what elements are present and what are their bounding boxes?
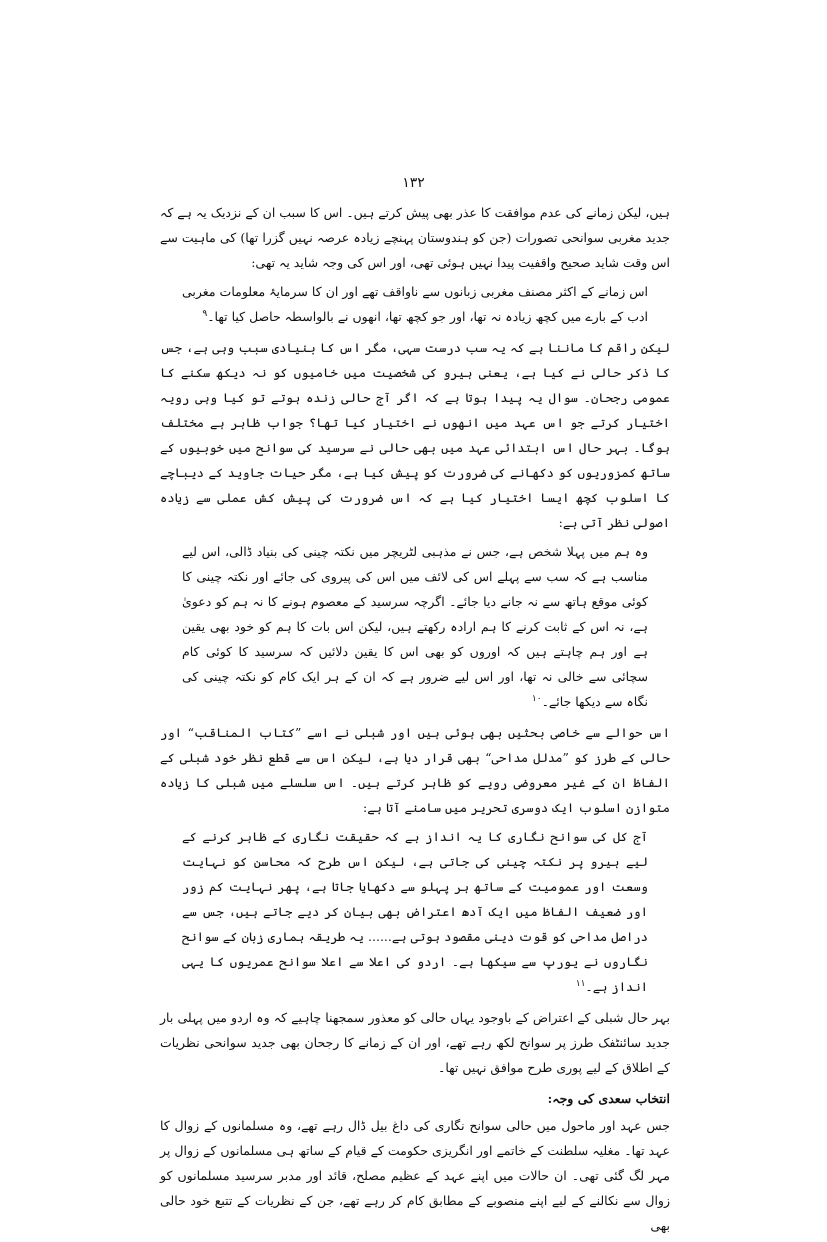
footnote-marker: ۹: [202, 308, 208, 319]
paragraph: [160, 1113, 670, 1238]
page-number: ۱۳۲: [402, 175, 425, 191]
quote-text: اس زمانے کے اکثر مصنف مغربی زبانوں سے ناواقف تھے اور ان کا سرمایۂ معلومات مغربی ادب کے بارے میں کچھ زیادہ نہ تھا، اور جو کچھ تھا، انھوں نے بالواسطہ حاصل کیا تھا۔: [182, 284, 648, 324]
block-quote: [182, 824, 648, 999]
para-text: بہر حال شبلی کے اعتراض کے باوجود یہاں حالی کو معذور سمجھنا چاہیے کہ وہ اردو میں پہلی بار جدید سائنٹفک طرز پر سوانح لکھ رہے تھے، اور ان کے زمانے کا رجحان بھی جدید سوانحی نظریات کے اطلاق کے لیے پوری طرح موافق نہیں تھا۔: [160, 1010, 670, 1075]
footnote-marker: ۱۰: [531, 693, 542, 704]
para-text: لیکن راقم کا ماننا ہے کہ یہ سب درست سہی، مگر اس کا بنیادی سبب وہی ہے، جس کا ذکر حالی نے کیا ہے، یعنی ہیرو کی شخصیت میں خامیوں کو نہ دیکھ سکنے کا عمومی رجحان۔ سوال یہ پیدا ہوتا ہے کہ اگر آج حالی زندہ ہوتے تو کیا وہی رویہ اختیار کرتے جو اس عہد میں انھوں نے اختیار کیا تھا؟ جواب ظاہر ہے مختلف ہوگا۔ بہر حال اس ابتدائی عہد میں بھی حالی نے سرسید کی سوانح میں خوبیوں کے ساتھ کمزوریوں کو دکھانے کی ضرورت کو پیش کیا ہے، مگر حیات جاوید کے دیباچے کا اسلوب کچھ ایسا اختیار کیا ہے کہ اس ضرورت کی پیش کش عملی سے زیادہ اصولی نظر آتی ہے:: [160, 340, 670, 530]
paragraph: [160, 720, 670, 820]
block-quote: [182, 539, 648, 714]
quote-text: آج کل کی سوانح نگاری کا یہ انداز ہے کہ حقیقت نگاری کے ظاہر کرنے کے لیے ہیرو پر نکتہ چینی کی جاتی ہے، لیکن اس طرح کہ محاسن کو نہایت وسعت اور عمومیت کے ساتھ ہر پہلو سے دکھایا جاتا ہے، پھر نہایت کم زور اور ضعیف الفاظ میں ایک آدھ اعتراض بھی بیان کر دیے جاتے ہیں، جس سے دراصل مداحی کو قوت دینی مقصود ہوتی ہے...... یہ طریقہ ہماری زبان کے سوانح نگاروں نے یورپ سے سیکھا ہے۔ اردو کی اعلا سے اعلا سوانح عمریوں کا یہی انداز ہے۔: [182, 829, 648, 994]
quote-text: وہ ہم میں پہلا شخص ہے، جس نے مذہبی لٹریچر میں نکتہ چینی کی بنیاد ڈالی، اس لیے مناسب ہے کہ سب سے پہلے اس کی لائف میں اس کی پیروی کی جائے اور نکتہ چینی کا کوئی موقع ہاتھ سے نہ جانے دیا جائے۔ اگرچہ سرسید کے معصوم ہونے کا نہ ہم کو دعویٰ ہے، نہ اس کے ثابت کرنے کا ہم ارادہ رکھتے ہیں، لیکن اس بات کا ہم کو خود بھی یقین ہے اور ہم چاہتے ہیں کہ اوروں کو بھی اس کا یقین دلائیں کہ سرسید کا کوئی کام سچائی سے خالی نہ تھا، اور اس لیے ضرور ہے کہ ان کے ہر ایک کام کو نکتہ چینی کی نگاہ سے دیکھا جائے۔: [182, 544, 648, 709]
para-text: جس عہد اور ماحول میں حالی سوانح نگاری کی داغ بیل ڈال رہے تھے، وہ مسلمانوں کے زوال کا عہد تھا۔ مغلیہ سلطنت کے خاتمے اور انگریزی حکومت کے قیام کے ساتھ ہی مسلمانوں کے زوال پر مہر لگ گئی تھی۔ ان حالات میں اپنے عہد کے عظیم مصلح، قائد اور مدبر سرسید مسلمانوں کو زوال سے نکالنے کے لیے اپنے منصوبے کے مطابق کام کر رہے تھے، جن کے نظریات کے تتبع خود حالی بھی: [160, 1118, 670, 1233]
heading-text: انتخاب سعدی کی وجہ:: [547, 1091, 670, 1106]
para-text: ہیں، لیکن زمانے کی عدم موافقت کا عذر بھی پیش کرتے ہیں۔ اس کا سبب ان کے نزدیک یہ ہے کہ جدید مغربی سوانحی تصورات (جن کو ہندوستان پہنچے زیادہ عرصہ نہیں گزرا تھا) کی ماہیت سے اس وقت شاید صحیح واقفیت پیدا نہیں ہوئی تھی، اور اس کی وجہ شاید یہ تھی:: [160, 205, 670, 270]
paragraph: [160, 335, 670, 535]
page-body: [160, 200, 670, 1242]
footnote-marker: ۱۱: [575, 978, 586, 989]
paragraph: [160, 1005, 670, 1080]
section-heading: [160, 1086, 670, 1111]
block-quote: [182, 279, 648, 329]
paragraph: [160, 200, 670, 275]
para-text: اس حوالے سے خاصی بحثیں بھی ہوئی ہیں اور شبلی نے اسے ”کتاب المناقب“ اور حالی کے طرز کو ”مدلل مداحی“ بھی قرار دیا ہے، لیکن اس سے قطع نظر خود شبلی کے الفاظ ان کے غیر معروضی رویے کو ظاہر کرتے ہیں۔ اس سلسلے میں شبلی کا زیادہ متوازن اسلوب ایک دوسری تحریر میں سامنے آتا ہے:: [160, 725, 670, 815]
